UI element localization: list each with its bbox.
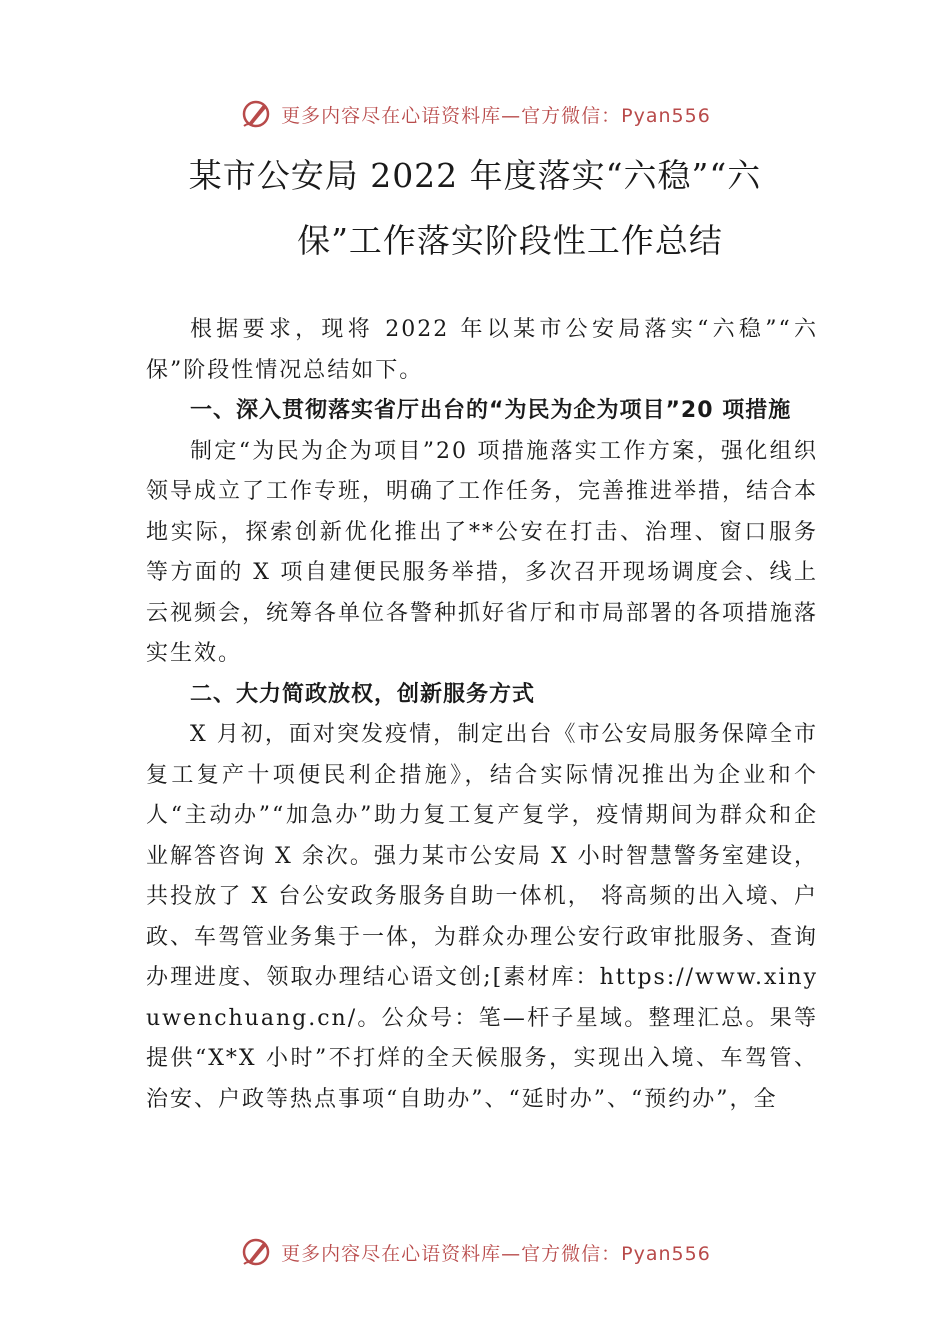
intro-paragraph: 根据要求，现将 2022 年以某市公安局落实“六稳”“六保”阶段性情况总结如下。: [146, 317, 818, 383]
pen-logo-icon: [239, 97, 273, 131]
watermark-text: 更多内容尽在心语资料库—官方微信：Pyan556: [281, 104, 711, 127]
document-body: [146, 310, 818, 1120]
watermark-banner-top: [0, 94, 950, 134]
document-title-line-2: 保”工作落实阶段性工作总结: [297, 221, 723, 260]
section-heading-2: 二、大力简政放权，创新服务方式: [190, 681, 536, 707]
watermark-banner-bottom: [0, 1232, 950, 1272]
document-title-line-1: 某市公安局 2022 年度落实“六稳”“六: [188, 156, 762, 195]
section-body-1: 制定“为民为企为项目”20 项措施落实工作方案，强化组织领导成立了工作专班，明确了工作任务，完善推进举措，结合本地实际，探索创新优化推出了**公安在打击、治理、窗口服务等方面的 X 项自建便民服务举措，多次召开现场调度会、线上云视频会，统筹各单位各警种抓好省厅和市局部署的各项措施落实生效。: [146, 438, 819, 666]
watermark-text: 更多内容尽在心语资料库—官方微信：Pyan556: [281, 1242, 711, 1265]
section-heading-1: 一、深入贯彻落实省厅出台的“为民为企为项目”20 项措施: [190, 398, 792, 423]
pen-logo-icon: [239, 1235, 273, 1269]
section-body-2: X 月初，面对突发疫情，制定出台《市公安局服务保障全市复工复产十项便民利企措施》，结合实际情况推出为企业和个人“主动办”“加急办”助力复工复产复学，疫情期间为群众和企业解答咨询 X 余次。强力某市公安局 X 小时智慧警务室建设，共投放了 X 台公安政务服务自助一体机， 将高频的出入境、户政、车驾管业务集于一体，为群众办理公安行政审批服务、查询办理进度、领取办理结心语文创;[素材库：https://www.xinyuwenchuang.cn/。公众号：笔—杆子星域。整理汇总。果等提供“X*X 小时”不打烊的全天候服务，实现出入境、车驾管、治安、户政等热点事项“自助办”、“延时办”、“预约办”，全: [146, 722, 819, 1112]
